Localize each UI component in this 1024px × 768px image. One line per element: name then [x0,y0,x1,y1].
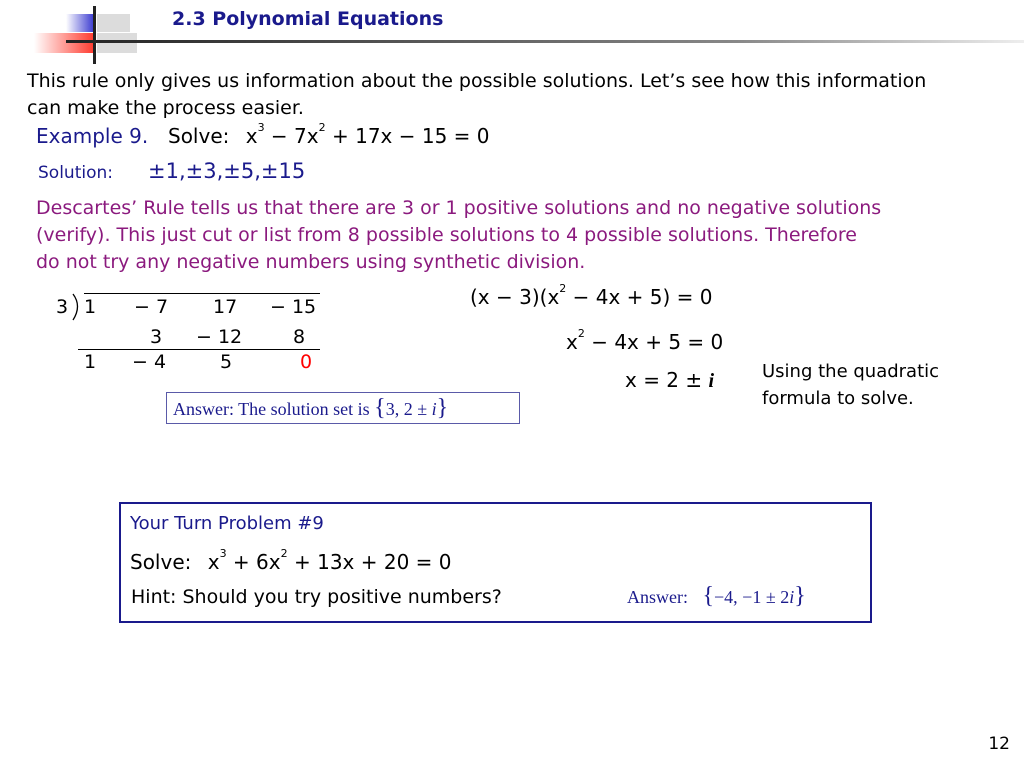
example-label: Example 9. [36,124,149,148]
your-turn-title: Your Turn Problem #9 [130,513,324,534]
quadratic-note [762,358,939,412]
example-solve-label: Solve: [168,124,230,148]
syn-divisor: 3 [56,296,69,318]
syn-r3-c4-remainder: 0 [300,351,313,373]
factored-eq-2-a: x [566,330,578,354]
intro-line-1: This rule only gives us information about the possible solutions. Let’s see how this information [27,70,927,92]
factored-eq-3-a: x = 2 ± [625,368,709,392]
answer-set-body: 3, 2 ± [385,399,432,419]
your-turn-hint: Hint: Should you try positive numbers? [131,586,502,608]
descartes-line-3: do not try any negative numbers using synthetic division. [36,251,586,273]
header-decoration [0,0,1024,70]
your-turn-equation [130,547,452,574]
your-turn-answer-i: i [789,587,795,607]
answer-set-open: { [374,395,386,421]
factored-eq-2 [566,327,724,354]
syn-r1-c4: − 15 [270,296,317,318]
syn-r3-c2: − 4 [132,351,167,373]
answer-set-close: } [436,395,449,421]
factored-eq-3 [625,368,714,393]
answer-label: Answer: The solution set is [173,399,375,419]
syn-r2-c3: − 12 [196,326,243,348]
intro-text [27,68,926,122]
quadratic-note-line-2: formula to solve. [762,388,914,409]
example-eq-exp2: 2 [318,121,326,134]
your-turn-eq-mid: + 6x [226,550,281,574]
syn-r2-c2: 3 [150,326,163,348]
deco-horizontal-rule [66,40,1024,43]
factored-eq-1-a: (x − 3)(x [470,285,560,309]
syn-r2-c4: 8 [293,326,306,348]
solution-candidates: ±1,±3,±5,±15 [148,159,306,183]
example-eq-exp3: 3 [257,121,265,134]
example-eq-x: x [245,124,258,148]
descartes-text [36,195,881,276]
example-eq-mid: − 7x [264,124,319,148]
factored-eq-3-i: i [708,370,715,392]
syn-r3-c3: 5 [220,351,233,373]
syn-bottom-rule [78,349,320,350]
your-turn-answer-body: −4, −1 ± 2 [714,587,790,607]
descartes-line-2: (verify). This just cut or list from 8 possible solutions to 4 possible solutions. Therefore [36,224,857,246]
quadratic-note-line-1: Using the quadratic [762,361,940,382]
your-turn-eq-exp3: 3 [219,547,227,560]
intro-line-2: can make the process easier. [27,97,304,119]
example-equation [168,121,490,148]
deco-vertical-bar [93,6,96,64]
syn-top-rule [84,293,320,294]
your-turn-eq-exp2: 2 [280,547,288,560]
syn-r1-c1: 1 [84,296,97,318]
factored-eq-1-b: − 4x + 5) = 0 [566,285,713,309]
example-eq-rest: + 17x − 15 = 0 [325,124,490,148]
syn-r1-c3: 17 [213,296,238,318]
your-turn-answer-close: } [794,583,806,609]
your-turn-solve-label: Solve: [130,550,192,574]
descartes-line-1: Descartes’ Rule tells us that there are 3 or 1 positive solutions and no negative solutions [36,197,882,219]
syn-r1-c2: − 7 [134,296,169,318]
syn-r3-c1: 1 [84,351,97,373]
deco-blue-block [66,14,94,32]
syn-bracket [70,292,84,322]
your-turn-answer-open: { [702,583,715,609]
answer-set-i: i [431,399,437,419]
your-turn-eq-x: x [207,550,220,574]
your-turn-answer [627,583,806,610]
factored-eq-2-b: − 4x + 5 = 0 [584,330,724,354]
page-number: 12 [988,734,1010,754]
your-turn-answer-label: Answer: [627,587,688,607]
solution-label: Solution: [38,163,113,183]
factored-eq-1-exp: 2 [559,282,567,295]
your-turn-eq-rest: + 13x + 20 = 0 [287,550,452,574]
factored-eq-1 [470,282,713,309]
answer-text [173,395,448,422]
factored-eq-2-exp: 2 [577,327,585,340]
slide-title: 2.3 Polynomial Equations [172,8,444,30]
deco-gray-block-top [97,14,130,32]
